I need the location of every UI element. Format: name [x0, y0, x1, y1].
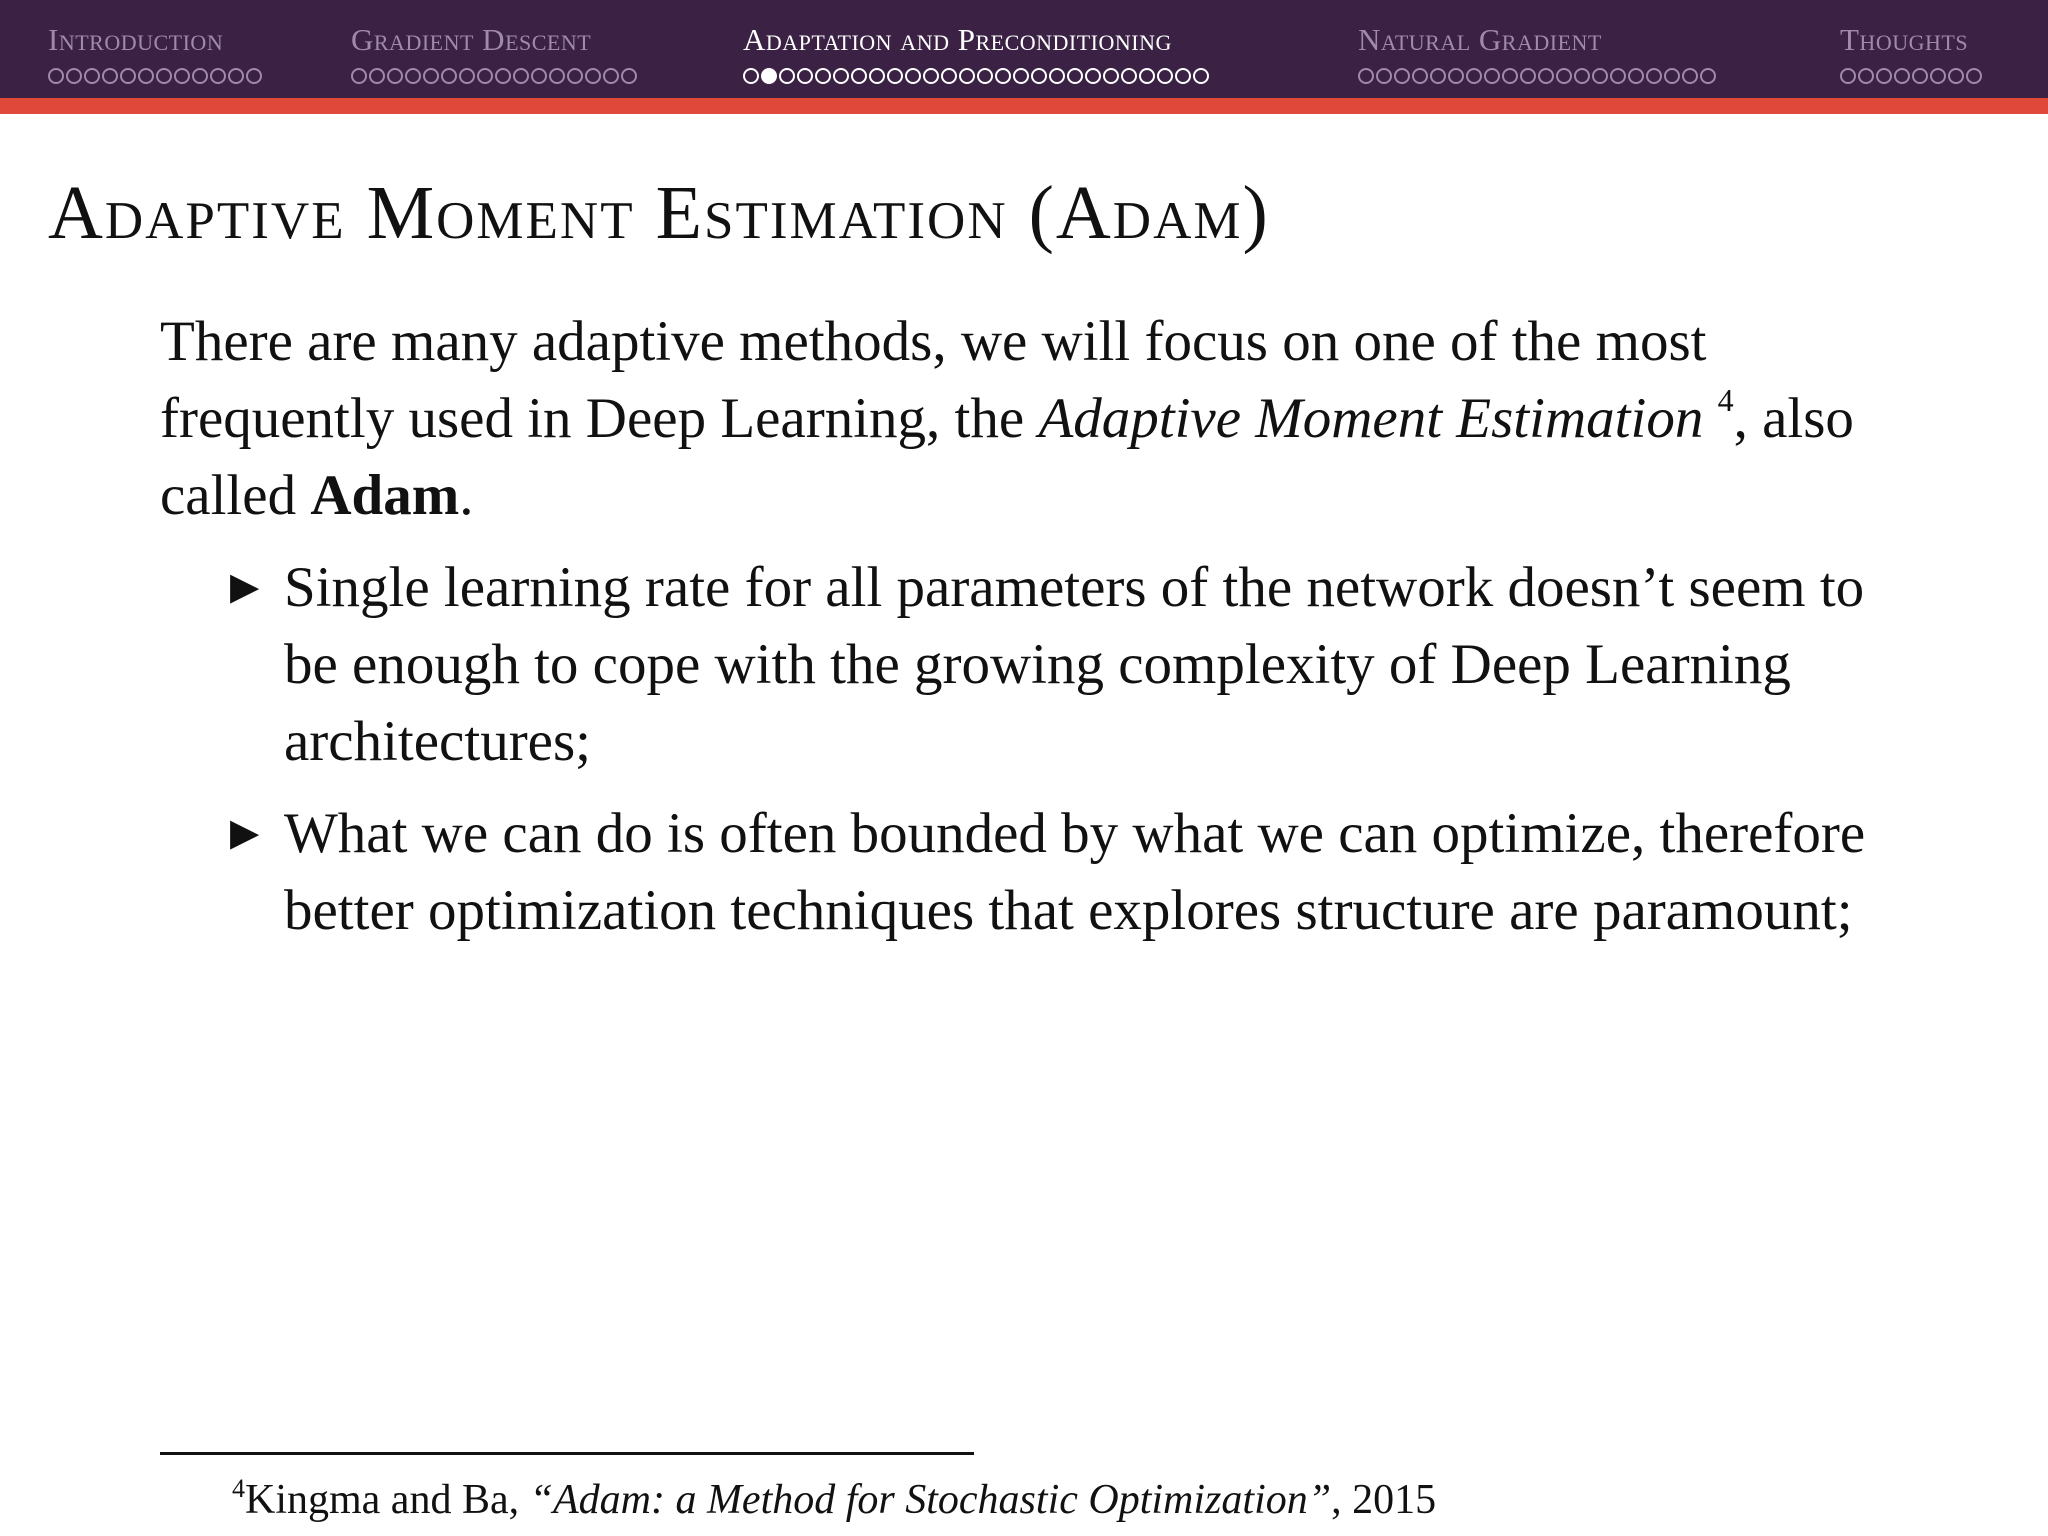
nav-section-natural-gradient[interactable]: [1358, 22, 1716, 84]
nav-slide-dot[interactable]: [1664, 68, 1680, 84]
nav-slide-dots: [351, 68, 637, 84]
nav-slide-dot[interactable]: [1858, 68, 1874, 84]
nav-slide-dot[interactable]: [851, 68, 867, 84]
nav-slide-dot[interactable]: [1139, 68, 1155, 84]
nav-slide-dot[interactable]: [1894, 68, 1910, 84]
nav-slide-dot[interactable]: [1840, 68, 1856, 84]
nav-slide-dot[interactable]: [138, 68, 154, 84]
intro-text: .: [459, 464, 474, 527]
nav-slide-dot[interactable]: [1682, 68, 1698, 84]
nav-slide-dot[interactable]: [603, 68, 619, 84]
nav-slide-dot[interactable]: [174, 68, 190, 84]
footnote-divider: [160, 1452, 974, 1455]
footnote-year: , 2015: [1331, 1477, 1437, 1523]
nav-slide-dot[interactable]: [531, 68, 547, 84]
footnote: [232, 1474, 1436, 1526]
footnote-title: “Adam: a Method for Stochastic Optimization”: [529, 1477, 1332, 1523]
nav-slide-dot[interactable]: [743, 68, 759, 84]
nav-slide-dot[interactable]: [84, 68, 100, 84]
nav-slide-dot[interactable]: [1121, 68, 1137, 84]
nav-slide-dot[interactable]: [977, 68, 993, 84]
nav-slide-dot[interactable]: [1193, 68, 1209, 84]
nav-slide-dot[interactable]: [941, 68, 957, 84]
nav-slide-dot[interactable]: [1538, 68, 1554, 84]
nav-slide-dot[interactable]: [441, 68, 457, 84]
nav-slide-dot[interactable]: [1175, 68, 1191, 84]
nav-slide-dot[interactable]: [1376, 68, 1392, 84]
slide-title: Adaptive Moment Estimation (Adam): [48, 171, 1270, 255]
nav-slide-dot[interactable]: [1430, 68, 1446, 84]
nav-slide-dot[interactable]: [1067, 68, 1083, 84]
nav-slide-dot[interactable]: [1484, 68, 1500, 84]
bullet-list: [160, 549, 1900, 964]
nav-slide-dot[interactable]: [66, 68, 82, 84]
nav-slide-dot[interactable]: [833, 68, 849, 84]
bullet-text: Single learning rate for all parameters of the network doesn’t seem to be enough to cope with the growing complexity of Deep Learning architectures;: [284, 556, 1865, 773]
nav-section-title: Natural Gradient: [1358, 22, 1602, 57]
nav-slide-dot[interactable]: [1049, 68, 1065, 84]
nav-slide-dot[interactable]: [513, 68, 529, 84]
nav-slide-dot[interactable]: [1358, 68, 1374, 84]
nav-slide-dot[interactable]: [423, 68, 439, 84]
nav-section-adaptation-preconditioning[interactable]: [743, 22, 1209, 84]
nav-slide-dot[interactable]: [779, 68, 795, 84]
intro-text: There are many adaptive methods, we will focus on one of the most frequently used in Deep Learning, the: [160, 310, 1707, 450]
nav-slide-dot[interactable]: [477, 68, 493, 84]
nav-slide-dot[interactable]: [120, 68, 136, 84]
nav-section-title: Gradient Descent: [351, 22, 592, 57]
nav-slide-dot[interactable]: [1948, 68, 1964, 84]
nav-slide-dot[interactable]: [1646, 68, 1662, 84]
nav-slide-dot[interactable]: [495, 68, 511, 84]
nav-slide-dot[interactable]: [585, 68, 601, 84]
nav-slide-dot[interactable]: [1448, 68, 1464, 84]
bullet-item: [160, 549, 1900, 780]
bullet-text: What we can do is often bounded by what we can optimize, therefore better optimization techniques that explores structure are paramount;: [284, 802, 1866, 942]
section-navigation: [0, 0, 2048, 98]
nav-section-title: Introduction: [48, 22, 224, 57]
nav-slide-dot[interactable]: [1966, 68, 1982, 84]
footnote-reference[interactable]: 4: [1717, 382, 1734, 418]
nav-slide-dot[interactable]: [1085, 68, 1101, 84]
right-triangle-icon: ▶: [230, 812, 260, 854]
nav-slide-dot[interactable]: [1412, 68, 1428, 84]
nav-slide-dot[interactable]: [246, 68, 262, 84]
nav-section-title: Adaptation and Preconditioning: [743, 22, 1172, 57]
nav-slide-dot[interactable]: [1157, 68, 1173, 84]
footnote-authors: Kingma and Ba,: [245, 1477, 530, 1523]
nav-slide-dot[interactable]: [192, 68, 208, 84]
bullet-item: [160, 795, 1900, 949]
nav-slide-dot[interactable]: [1912, 68, 1928, 84]
nav-slide-dot[interactable]: [797, 68, 813, 84]
nav-slide-dot[interactable]: [351, 68, 367, 84]
nav-slide-dot-current[interactable]: [761, 68, 777, 84]
nav-slide-dot[interactable]: [210, 68, 226, 84]
nav-slide-dot[interactable]: [1520, 68, 1536, 84]
nav-slide-dot[interactable]: [459, 68, 475, 84]
nav-slide-dot[interactable]: [549, 68, 565, 84]
nav-slide-dot[interactable]: [1876, 68, 1892, 84]
nav-slide-dot[interactable]: [1592, 68, 1608, 84]
intro-paragraph: [160, 303, 1900, 534]
nav-slide-dots: [48, 68, 262, 84]
nav-slide-dot[interactable]: [369, 68, 385, 84]
nav-slide-dot[interactable]: [869, 68, 885, 84]
nav-slide-dot[interactable]: [1700, 68, 1716, 84]
nav-slide-dot[interactable]: [1574, 68, 1590, 84]
nav-slide-dot[interactable]: [1394, 68, 1410, 84]
nav-slide-dot[interactable]: [387, 68, 403, 84]
nav-slide-dot[interactable]: [887, 68, 903, 84]
nav-section-thoughts[interactable]: [1840, 22, 1982, 84]
nav-slide-dot[interactable]: [102, 68, 118, 84]
nav-slide-dot[interactable]: [156, 68, 172, 84]
nav-slide-dots: [1840, 68, 1982, 84]
accent-divider: [0, 98, 2048, 114]
intro-text: , also called: [160, 387, 1854, 527]
nav-slide-dot[interactable]: [621, 68, 637, 84]
nav-slide-dots: [743, 68, 1209, 84]
right-triangle-icon: ▶: [230, 566, 260, 608]
nav-slide-dot[interactable]: [1466, 68, 1482, 84]
footnote-mark: 4: [232, 1474, 245, 1503]
nav-slide-dot[interactable]: [959, 68, 975, 84]
intro-strong: Adam: [310, 464, 460, 527]
nav-slide-dot[interactable]: [48, 68, 64, 84]
nav-slide-dot[interactable]: [1031, 68, 1047, 84]
nav-slide-dot[interactable]: [1502, 68, 1518, 84]
nav-slide-dot[interactable]: [1610, 68, 1626, 84]
nav-slide-dot[interactable]: [905, 68, 921, 84]
intro-emphasis: Adaptive Moment Estimation: [1038, 387, 1704, 450]
nav-slide-dot[interactable]: [1930, 68, 1946, 84]
nav-slide-dot[interactable]: [567, 68, 583, 84]
nav-section-introduction[interactable]: [48, 22, 262, 84]
nav-slide-dot[interactable]: [995, 68, 1011, 84]
nav-slide-dot[interactable]: [1628, 68, 1644, 84]
nav-slide-dot[interactable]: [1103, 68, 1119, 84]
nav-slide-dots: [1358, 68, 1716, 84]
nav-slide-dot[interactable]: [1556, 68, 1572, 84]
nav-slide-dot[interactable]: [923, 68, 939, 84]
nav-slide-dot[interactable]: [815, 68, 831, 84]
nav-section-title: Thoughts: [1840, 22, 1969, 57]
nav-slide-dot[interactable]: [405, 68, 421, 84]
nav-slide-dot[interactable]: [228, 68, 244, 84]
nav-section-gradient-descent[interactable]: [351, 22, 637, 84]
nav-slide-dot[interactable]: [1013, 68, 1029, 84]
